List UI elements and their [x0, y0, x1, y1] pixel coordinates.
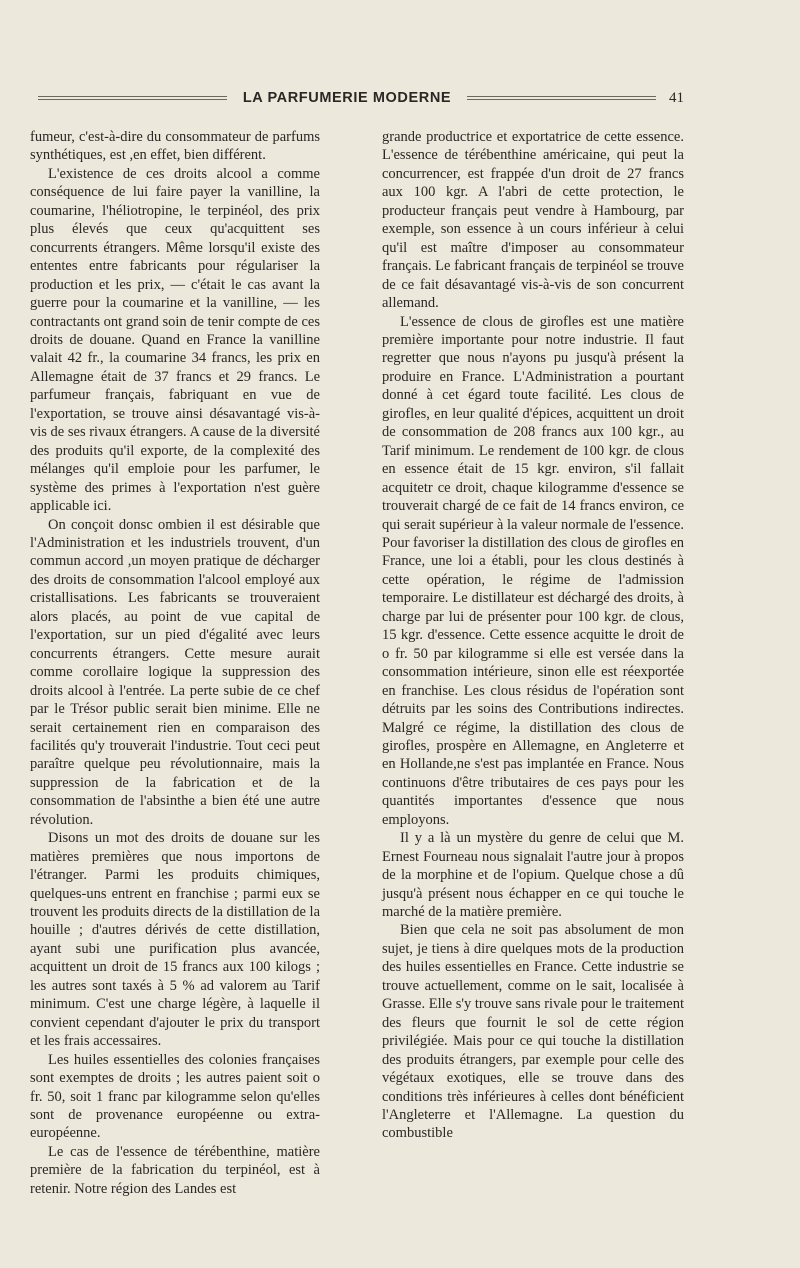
running-header	[38, 86, 684, 110]
paragraph: L'essence de clous de girofles est une matière première importante pour notre industrie. Il faut regretter que nous n'ayons pu jusqu'à présent la produire en France. L'Administration a pourtant donné à cet égard toute facilité. Les clous de girofles, en leur qualité d'épices, acquittent un droit de consommation de 208 francs aux 100 kgr., au Tarif minimum. Le rendement de 100 kgr. de clous en essence était de 15 kgr. environ, s'il fallait acquitetr ce droit, chaque kilogramme d'essence se trouverait chargé de ce fait de 14 francs environ, ce qui serait supérieur à la valeur normale de l'essence. Pour favoriser la distillation des clous de girofles en France, une loi a établi, pour les clous destinés à cette opération, le régime de l'admission temporaire. Le distillateur est déchargé des droits, à charge par lui de présenter pour 100 kgr. de clous, 15 kgr. d'essence. Cette essence acquitte le droit de o fr. 50 par kilogramme si elle est versée dans la consommation intérieure, sinon elle est réexportée en franchise. Les clous résidus de l'opération sont détruits par les soins des Contributions indirectes. Malgré ce régime, la distillation des clous de girofles, prospère en Allemagne, en Angleterre et en Hollande,ne s'est pas implantée en France. Nous continuons d'être tributaires de ces pays pour les quantités importantes d'essence que nous employons.	[382, 313, 685, 828]
journal-title: LA PARFUMERIE MODERNE	[242, 90, 452, 106]
paragraph: Il y a là un mystère du genre de celui que M. Ernest Fourneau nous signalait l'autre jour à propos de la morphine et de l'opium. Quelque chose a dû jusqu'à présent nous échapper en ce qui touche le marché de la matière première.	[382, 830, 684, 921]
left-column	[30, 128, 320, 1198]
header-rule-left	[38, 96, 227, 100]
paragraph: Disons un mot des droits de douane sur les matières premières que nous importons de l'étranger. Parmi les produits chimiques, quelques-uns entrent en franchise ; parmi eux se trouvent les produits directs de la distillation de la houille ; d'autres dérivés de cette distillation, ayant subi une purification plus avancée, acquittent un droit de 15 francs aux 100 kilogs ; les autres sont taxés à 5 % ad valorem au Tarif minimum. C'est une charge légère, à laquelle il convient cependant d'ajouter le prix du transport et les frais accessaires.	[30, 830, 320, 1050]
paragraph: On conçoit donsc ombien il est désirable que l'Administration et les industriels trouvent, d'un commun accord ,un moyen pratique de décharger des droits de consommation l'alcool employé aux cristallisations. Les fabricants se trouveraient alors placés, au point de vue capital de l'exportation, sur un pied d'égalité avec leurs concurrents étrangers. Cette mesure aurait comme corollaire logique la suppression des droits alcool à l'entrée. La perte subie de ce chef par le Trésor public serait bien minime. Elle ne serait certainement rien en comparaison des facilités qu'y trouverait l'industrie. Tout ceci peut paraître quelque peu révolutionnaire, mais la suppression de la fabrication et de la consommation de l'absinthe a bien été une autre révolution.	[30, 516, 320, 828]
page-number: 41	[669, 89, 685, 106]
header-rule-right	[467, 96, 656, 100]
paragraph: Le cas de l'essence de térébenthine, matière première de la fabrication du terpinéol, est à retenir. Notre région des Landes est	[30, 1143, 320, 1197]
right-column	[382, 128, 684, 1143]
paragraph: fumeur, c'est-à-dire du consommateur de parfums synthétiques, est ,en effet, bien différent.	[30, 129, 320, 164]
paragraph: L'existence de ces droits alcool a comme conséquence de lui faire payer la vanilline, la coumarine, l'héliotropine, le terpinéol, des prix plus élevés que ceux qu'acquittent ses concurrents étrangers. Même lorsqu'il existe des ententes entre fabricants pour régulariser la production et les prix, — c'était le cas avant la guerre pour la coumarine et la vanilline, — les contractants ont grand soin de tenir compte de ces droits de douane. Quand en France la vanilline valait 42 fr., la coumarine 34 francs, les prix en Allemagne était de 37 francs et 29 francs. Le parfumeur français, fabriquant en vue de l'exportation, se trouve ainsi désavantagé vis-à-vis de ses rivaux étrangers. A cause de la diversité des produits qu'il exporte, de la complexité des mélanges qu'il emploie pour les parfumer, le système des primes à l'exportation n'est guère applicable ici.	[30, 165, 320, 515]
paragraph: grande productrice et exportatrice de cette essence. L'essence de térébenthine américaine, qui peut la concurrencer, est frappée d'un droit de 27 francs aux 100 kgr. A l'abri de cette protection, le producteur français peut vendre à Hambourg, par exemple, son essence à un cours inférieur à celui qu'il est maître d'imposer au consommateur français. Le fabricant français de terpinéol se trouve de ce fait désavantagé vis-à-vis de son concurrent allemand.	[382, 129, 684, 312]
paragraph: Les huiles essentielles des colonies françaises sont exemptes de droits ; les autres paient soit o fr. 50, soit 1 franc par kilogramme selon qu'elles sont de provenance européenne ou extra-européenne.	[30, 1051, 320, 1142]
paragraph: Bien que cela ne soit pas absolument de mon sujet, je tiens à dire quelques mots de la production des huiles essentielles en France. Cette industrie se trouve actuellement, comme on le sait, localisée à Grasse. Elle s'y trouve sans rivale pour le traitement des fleurs que fournit le sol de cette région privilégiée. Mais pour ce qui touche la distillation des produits étrangers, par exemple pour celle des végétaux exotiques, elle se trouve dans des conditions très inférieures à celles dont bénéficient l'Angleterre et l'Allemagne. La question du combustible	[382, 922, 684, 1142]
